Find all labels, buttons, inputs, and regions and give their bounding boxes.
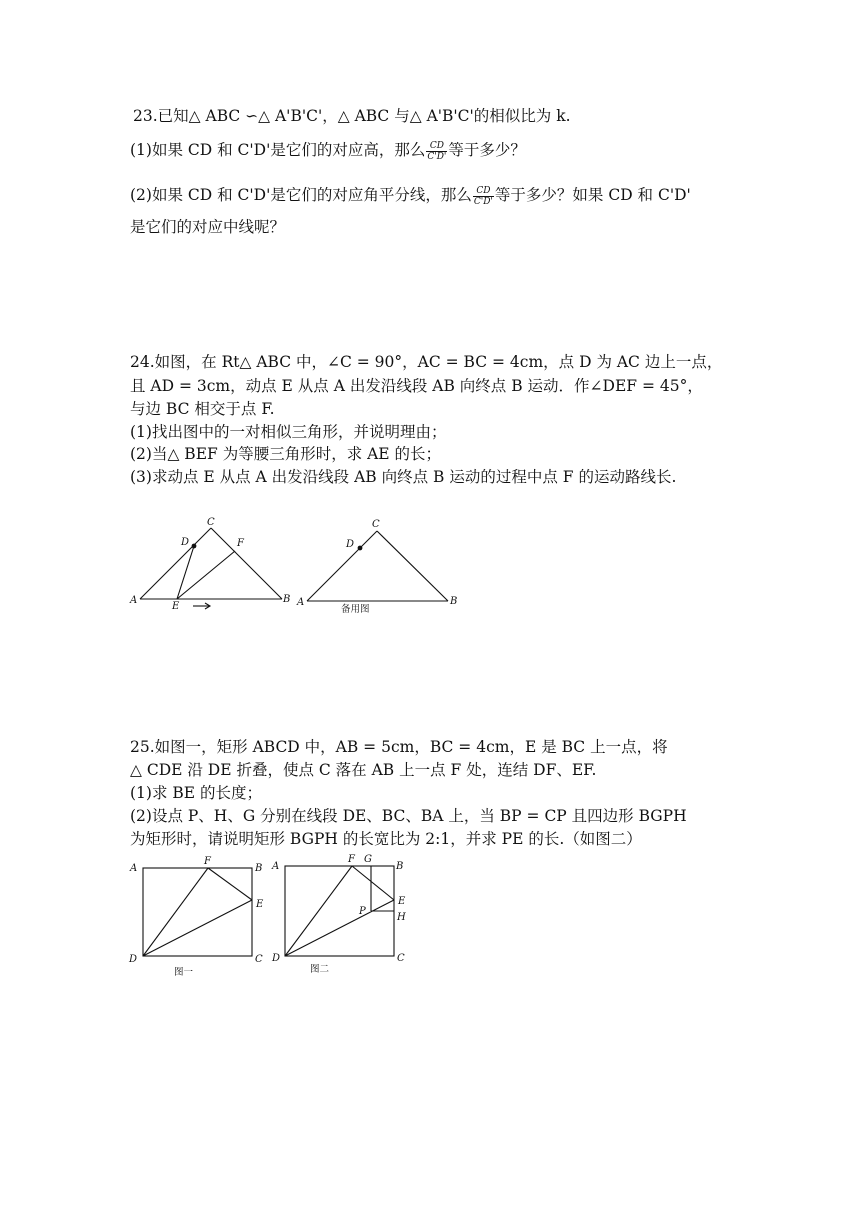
q25-part1: (1)求 BE 的长度； xyxy=(130,784,263,802)
q24-statement-line1: 24.如图，在 Rt△ ABC 中，∠C = 90°，AC = BC = 4cm，点 D 为 AC 边上一点， xyxy=(130,353,723,371)
q24-fig1-point-D xyxy=(192,544,197,549)
q25-fig2-segment-DF xyxy=(285,866,352,956)
q23-part1-text-end: 等于多少？ xyxy=(448,141,526,159)
q25-fig2-label-E: E xyxy=(398,896,406,907)
q24-fig2-label-B: B xyxy=(450,596,458,607)
q25-fig2-label-G: G xyxy=(364,854,372,865)
q24-fig1-label-E: E xyxy=(172,601,180,612)
q25-fig1-rectangle-ABCD xyxy=(143,868,252,956)
q25-statement-line1: 25.如图一，矩形 ABCD 中，AB = 5cm，BC = 4cm，E 是 BC 上一点，将 xyxy=(130,738,668,756)
q25-part2: (2)设点 P、H、G 分别在线段 DE、BC、BA 上，当 BP = CP 且四边形 BGPH xyxy=(130,807,687,825)
q25-fig1-label-B: B xyxy=(255,863,263,874)
q25-fig2-label-P: P xyxy=(359,906,366,917)
q24-fig1-side-BC xyxy=(211,528,282,599)
q25-fig2-label-C: C xyxy=(397,953,405,964)
q25-fig2-segment-FE xyxy=(352,866,394,900)
q25-fig1-label-C: C xyxy=(255,954,263,965)
q23-part1-fraction: $\frac{CD}{C'D'}$ xyxy=(427,140,447,162)
q24-fig2-label-D: D xyxy=(346,539,355,550)
q24-part1: (1)找出图中的一对相似三角形，并说明理由； xyxy=(130,423,447,441)
q25-fig2-label-B: B xyxy=(396,861,404,872)
q25-fig1-label-D: D xyxy=(129,954,138,965)
q25-fig1-label-F: F xyxy=(204,856,211,867)
q24-part2: (2)当△ BEF 为等腰三角形时，求 AE 的长； xyxy=(130,445,442,463)
q24-fig2-point-D xyxy=(358,546,363,551)
q23-part1-text: (1)如果 CD 和 C'D'是它们的对应高，那么 xyxy=(130,141,426,159)
q24-figure-main xyxy=(125,510,305,615)
q25-fig2-label-A: A xyxy=(272,861,280,872)
q25-fig1-segment-DE xyxy=(143,900,252,956)
q25-figure-two xyxy=(268,850,418,975)
q24-fig2-side-BC xyxy=(377,531,448,601)
q24-fig1-label-A: A xyxy=(130,595,138,606)
q23-part2-line2: 是它们的对应中线呢？ xyxy=(130,218,286,236)
q23-part1 xyxy=(130,140,526,162)
q25-fig1-caption: 图一 xyxy=(174,967,194,978)
q25-part2-line2: 为矩形时，请说明矩形 BGPH 的长宽比为 2:1，并求 PE 的长.（如图二） xyxy=(130,830,642,848)
q25-fig1-segment-DF xyxy=(143,868,208,956)
q24-part3: (3)求动点 E 从点 A 出发沿线段 AB 向终点 B 运动的过程中点 F 的运动路线长. xyxy=(130,468,677,486)
q24-fig2-side-AC xyxy=(307,531,377,601)
q24-statement-line3: 与边 BC 相交于点 F. xyxy=(130,400,275,418)
q25-fig2-caption: 图二 xyxy=(310,964,330,975)
q23-part2-fraction: $\frac{CD}{C'D'}$ xyxy=(473,185,493,207)
q24-fig1-label-D: D xyxy=(181,537,190,548)
q24-fig1-segment-EF xyxy=(177,551,235,599)
q24-statement-line2: 且 AD = 3cm，动点 E 从点 A 出发沿线段 AB 向终点 B 运动．作∠DEF = 45°， xyxy=(130,377,703,395)
q25-fig1-label-E: E xyxy=(256,899,264,910)
q24-fig2-label-C: C xyxy=(372,519,380,530)
q24-fig1-label-F: F xyxy=(237,538,244,549)
q24-fig1-side-AC xyxy=(140,528,211,599)
q25-figure-one xyxy=(125,855,275,980)
q24-fig2-caption: 备用图 xyxy=(341,604,370,615)
q24-figure-spare xyxy=(295,515,470,620)
q23-statement: 23.已知△ ABC ∽△ A'B'C'，△ ABC 与△ A'B'C'的相似比为 k. xyxy=(133,107,571,125)
q23-part2-text: (2)如果 CD 和 C'D'是它们的对应角平分线，那么 xyxy=(130,186,472,204)
q25-fig1-segment-FE xyxy=(208,868,252,900)
q24-fig1-label-C: C xyxy=(207,517,215,528)
q25-fig1-label-A: A xyxy=(130,863,138,874)
q23-part2-text-end: 等于多少？如果 CD 和 C'D' xyxy=(494,186,691,204)
q25-fig2-label-D: D xyxy=(272,953,281,964)
q24-fig1-label-B: B xyxy=(283,594,291,605)
q25-fig2-label-H: H xyxy=(397,912,406,923)
q25-fig2-segment-DE xyxy=(285,900,394,956)
q25-fig2-label-F: F xyxy=(348,854,355,865)
q23-part2 xyxy=(130,185,691,207)
q25-statement-line2: △ CDE 沿 DE 折叠，使点 C 落在 AB 上一点 F 处，连结 DF、EF. xyxy=(130,761,597,779)
q24-fig2-label-A: A xyxy=(297,597,305,608)
